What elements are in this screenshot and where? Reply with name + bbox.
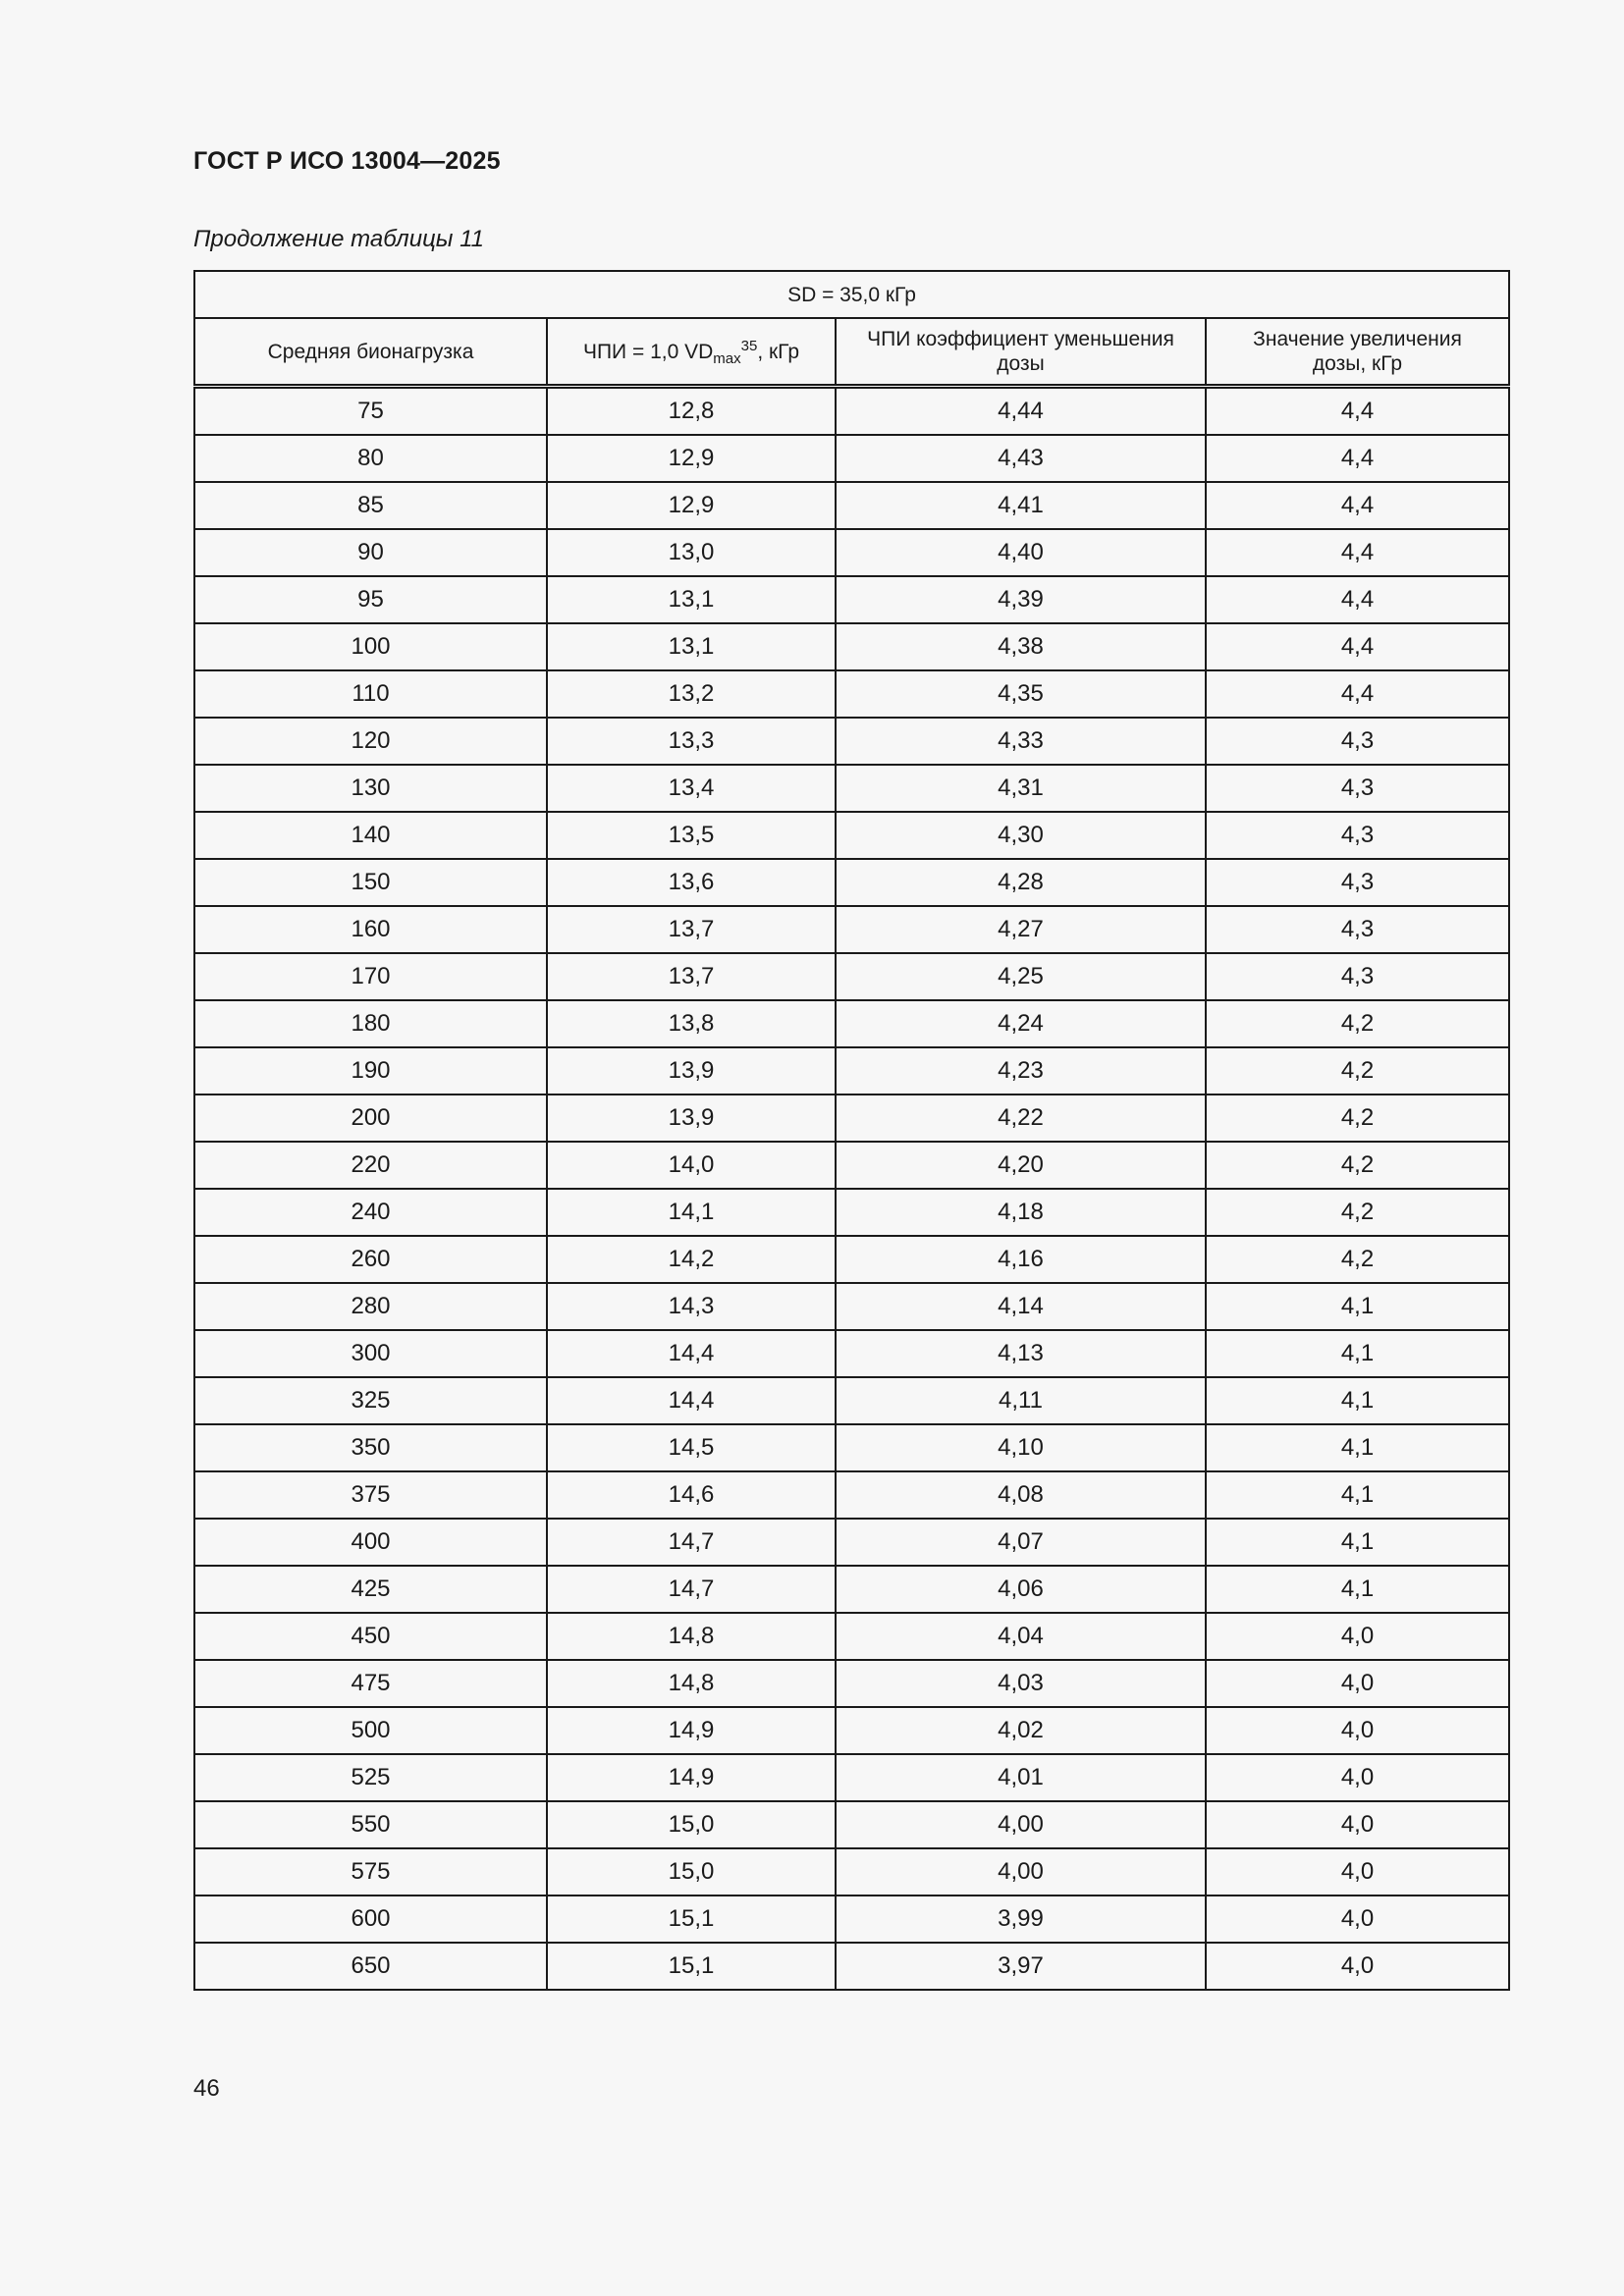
column-header-sip-dose-sub: max — [713, 349, 741, 367]
dose-increment-cell: 4,2 — [1206, 1047, 1509, 1095]
bioburden-cell: 100 — [194, 623, 547, 670]
column-header-sip-dose-prefix: ЧПИ = 1,0 VD — [582, 340, 714, 363]
dose-increment-cell: 4,4 — [1206, 482, 1509, 529]
column-header-reduction-factor — [836, 318, 1206, 387]
bioburden-cell: 475 — [194, 1660, 547, 1707]
column-header-sip-dose-sup: 35 — [740, 337, 758, 354]
column-header-dose-increment — [1206, 318, 1509, 387]
table-row — [194, 1142, 1509, 1189]
reduction-factor-cell: 4,00 — [836, 1801, 1206, 1848]
bioburden-cell: 170 — [194, 953, 547, 1000]
table-row — [194, 812, 1509, 859]
sip-dose-cell: 15,1 — [547, 1896, 836, 1943]
bioburden-cell: 110 — [194, 670, 547, 718]
table-row — [194, 387, 1509, 436]
dose-increment-cell: 4,1 — [1206, 1283, 1509, 1330]
bioburden-cell: 150 — [194, 859, 547, 906]
table-row — [194, 1660, 1509, 1707]
page-number: 46 — [193, 2075, 220, 2102]
dose-increment-cell: 4,2 — [1206, 1000, 1509, 1047]
table-row — [194, 1047, 1509, 1095]
column-header-dose-increment-line2: дозы, кГр — [1312, 352, 1403, 375]
sip-dose-cell: 13,4 — [547, 765, 836, 812]
dose-increment-cell: 4,2 — [1206, 1236, 1509, 1283]
dose-increment-cell: 4,0 — [1206, 1801, 1509, 1848]
table-row — [194, 953, 1509, 1000]
table-row — [194, 1471, 1509, 1519]
dose-increment-cell: 4,0 — [1206, 1613, 1509, 1660]
table-row — [194, 1095, 1509, 1142]
sip-dose-cell: 13,1 — [547, 623, 836, 670]
data-table — [193, 270, 1510, 1991]
table-row — [194, 1707, 1509, 1754]
column-header-bioburden: Средняя бионагрузка — [194, 318, 547, 387]
reduction-factor-cell: 4,33 — [836, 718, 1206, 765]
table-row — [194, 1801, 1509, 1848]
sip-dose-cell: 15,0 — [547, 1848, 836, 1896]
column-header-reduction-factor-line2: дозы — [997, 352, 1045, 375]
sip-dose-cell: 14,9 — [547, 1754, 836, 1801]
table-row — [194, 765, 1509, 812]
sip-dose-cell: 14,2 — [547, 1236, 836, 1283]
dose-increment-cell: 4,1 — [1206, 1330, 1509, 1377]
sip-dose-cell: 14,5 — [547, 1424, 836, 1471]
dose-increment-cell: 4,1 — [1206, 1471, 1509, 1519]
bioburden-cell: 80 — [194, 435, 547, 482]
column-header-row — [194, 318, 1509, 387]
reduction-factor-cell: 4,39 — [836, 576, 1206, 623]
bioburden-cell: 425 — [194, 1566, 547, 1613]
table-caption: Продолжение таблицы 11 — [193, 226, 485, 252]
table-row — [194, 1519, 1509, 1566]
dose-increment-cell: 4,4 — [1206, 623, 1509, 670]
reduction-factor-cell: 4,10 — [836, 1424, 1206, 1471]
sip-dose-cell: 14,7 — [547, 1566, 836, 1613]
reduction-factor-cell: 4,30 — [836, 812, 1206, 859]
dose-increment-cell: 4,0 — [1206, 1943, 1509, 1990]
bioburden-cell: 85 — [194, 482, 547, 529]
reduction-factor-cell: 4,22 — [836, 1095, 1206, 1142]
dose-increment-cell: 4,4 — [1206, 387, 1509, 436]
sd-header-row — [194, 271, 1509, 318]
bioburden-cell: 575 — [194, 1848, 547, 1896]
bioburden-cell: 450 — [194, 1613, 547, 1660]
table-row — [194, 482, 1509, 529]
dose-increment-cell: 4,3 — [1206, 953, 1509, 1000]
bioburden-cell: 550 — [194, 1801, 547, 1848]
reduction-factor-cell: 4,11 — [836, 1377, 1206, 1424]
table-row — [194, 1754, 1509, 1801]
reduction-factor-cell: 4,41 — [836, 482, 1206, 529]
dose-increment-cell: 4,1 — [1206, 1377, 1509, 1424]
bioburden-cell: 260 — [194, 1236, 547, 1283]
bioburden-cell: 325 — [194, 1377, 547, 1424]
table-row — [194, 1896, 1509, 1943]
dose-increment-cell: 4,0 — [1206, 1660, 1509, 1707]
dose-increment-cell: 4,3 — [1206, 718, 1509, 765]
reduction-factor-cell: 4,25 — [836, 953, 1206, 1000]
table-row — [194, 1424, 1509, 1471]
table-row — [194, 1848, 1509, 1896]
table-row — [194, 718, 1509, 765]
bioburden-cell: 75 — [194, 387, 547, 436]
reduction-factor-cell: 4,13 — [836, 1330, 1206, 1377]
dose-increment-cell: 4,4 — [1206, 435, 1509, 482]
reduction-factor-cell: 4,28 — [836, 859, 1206, 906]
reduction-factor-cell: 4,08 — [836, 1471, 1206, 1519]
dose-increment-cell: 4,4 — [1206, 576, 1509, 623]
dose-increment-cell: 4,2 — [1206, 1189, 1509, 1236]
dose-increment-cell: 4,0 — [1206, 1896, 1509, 1943]
reduction-factor-cell: 4,24 — [836, 1000, 1206, 1047]
sip-dose-cell: 13,5 — [547, 812, 836, 859]
table-row — [194, 1613, 1509, 1660]
sip-dose-cell: 12,9 — [547, 482, 836, 529]
sd-label: SD = 35,0 кГр — [194, 271, 1509, 318]
reduction-factor-cell: 4,38 — [836, 623, 1206, 670]
table-row — [194, 576, 1509, 623]
dose-increment-cell: 4,4 — [1206, 529, 1509, 576]
table-row — [194, 1377, 1509, 1424]
reduction-factor-cell: 4,18 — [836, 1189, 1206, 1236]
reduction-factor-cell: 4,27 — [836, 906, 1206, 953]
bioburden-cell: 190 — [194, 1047, 547, 1095]
table-row — [194, 1943, 1509, 1990]
table-row — [194, 670, 1509, 718]
reduction-factor-cell: 4,31 — [836, 765, 1206, 812]
table-row — [194, 906, 1509, 953]
sip-dose-cell: 13,1 — [547, 576, 836, 623]
bioburden-cell: 525 — [194, 1754, 547, 1801]
bioburden-cell: 500 — [194, 1707, 547, 1754]
reduction-factor-cell: 4,20 — [836, 1142, 1206, 1189]
column-header-dose-increment-line1: Значение увеличения — [1253, 328, 1462, 350]
dose-increment-cell: 4,0 — [1206, 1848, 1509, 1896]
bioburden-cell: 130 — [194, 765, 547, 812]
sip-dose-cell: 13,2 — [547, 670, 836, 718]
bioburden-cell: 240 — [194, 1189, 547, 1236]
dose-increment-cell: 4,3 — [1206, 906, 1509, 953]
sip-dose-cell: 14,1 — [547, 1189, 836, 1236]
bioburden-cell: 280 — [194, 1283, 547, 1330]
bioburden-cell: 95 — [194, 576, 547, 623]
column-header-sip-dose — [547, 318, 836, 387]
sip-dose-cell: 14,7 — [547, 1519, 836, 1566]
table-row — [194, 1283, 1509, 1330]
sip-dose-cell: 12,9 — [547, 435, 836, 482]
sip-dose-cell: 14,3 — [547, 1283, 836, 1330]
sip-dose-cell: 13,6 — [547, 859, 836, 906]
dose-increment-cell: 4,2 — [1206, 1095, 1509, 1142]
table-row — [194, 1000, 1509, 1047]
bioburden-cell: 160 — [194, 906, 547, 953]
bioburden-cell: 350 — [194, 1424, 547, 1471]
dose-increment-cell: 4,3 — [1206, 765, 1509, 812]
bioburden-cell: 90 — [194, 529, 547, 576]
dose-increment-cell: 4,3 — [1206, 812, 1509, 859]
reduction-factor-cell: 4,40 — [836, 529, 1206, 576]
reduction-factor-cell: 4,04 — [836, 1613, 1206, 1660]
dose-increment-cell: 4,1 — [1206, 1566, 1509, 1613]
sip-dose-cell: 13,9 — [547, 1095, 836, 1142]
sip-dose-cell: 14,8 — [547, 1660, 836, 1707]
reduction-factor-cell: 4,16 — [836, 1236, 1206, 1283]
reduction-factor-cell: 4,35 — [836, 670, 1206, 718]
sip-dose-cell: 13,8 — [547, 1000, 836, 1047]
reduction-factor-cell: 4,01 — [836, 1754, 1206, 1801]
sip-dose-cell: 13,7 — [547, 953, 836, 1000]
bioburden-cell: 180 — [194, 1000, 547, 1047]
reduction-factor-cell: 4,23 — [836, 1047, 1206, 1095]
bioburden-cell: 375 — [194, 1471, 547, 1519]
reduction-factor-cell: 4,14 — [836, 1283, 1206, 1330]
sip-dose-cell: 14,0 — [547, 1142, 836, 1189]
sip-dose-cell: 13,0 — [547, 529, 836, 576]
bioburden-cell: 400 — [194, 1519, 547, 1566]
sip-dose-cell: 13,3 — [547, 718, 836, 765]
sip-dose-cell: 14,8 — [547, 1613, 836, 1660]
sip-dose-cell: 14,4 — [547, 1330, 836, 1377]
sip-dose-cell: 13,9 — [547, 1047, 836, 1095]
reduction-factor-cell: 4,03 — [836, 1660, 1206, 1707]
sip-dose-cell: 12,8 — [547, 387, 836, 436]
table-row — [194, 435, 1509, 482]
bioburden-cell: 600 — [194, 1896, 547, 1943]
bioburden-cell: 650 — [194, 1943, 547, 1990]
table-row — [194, 1566, 1509, 1613]
sip-dose-cell: 15,0 — [547, 1801, 836, 1848]
dose-increment-cell: 4,0 — [1206, 1707, 1509, 1754]
dose-increment-cell: 4,4 — [1206, 670, 1509, 718]
dose-increment-cell: 4,2 — [1206, 1142, 1509, 1189]
column-header-sip-dose-suffix: , кГр — [757, 340, 800, 363]
column-header-reduction-factor-line1: ЧПИ коэффициент уменьшения — [867, 328, 1174, 350]
reduction-factor-cell: 4,00 — [836, 1848, 1206, 1896]
reduction-factor-cell: 4,02 — [836, 1707, 1206, 1754]
table-row — [194, 1330, 1509, 1377]
reduction-factor-cell: 4,44 — [836, 387, 1206, 436]
bioburden-cell: 120 — [194, 718, 547, 765]
table-body — [194, 387, 1509, 1991]
sip-dose-cell: 14,4 — [547, 1377, 836, 1424]
sip-dose-cell: 15,1 — [547, 1943, 836, 1990]
bioburden-cell: 220 — [194, 1142, 547, 1189]
document-header: ГОСТ Р ИСО 13004—2025 — [193, 147, 501, 175]
sip-dose-cell: 13,7 — [547, 906, 836, 953]
reduction-factor-cell: 4,07 — [836, 1519, 1206, 1566]
dose-increment-cell: 4,1 — [1206, 1519, 1509, 1566]
dose-increment-cell: 4,1 — [1206, 1424, 1509, 1471]
dose-increment-cell: 4,3 — [1206, 859, 1509, 906]
reduction-factor-cell: 4,06 — [836, 1566, 1206, 1613]
sip-dose-cell: 14,9 — [547, 1707, 836, 1754]
sip-dose-cell: 14,6 — [547, 1471, 836, 1519]
reduction-factor-cell: 3,97 — [836, 1943, 1206, 1990]
bioburden-cell: 300 — [194, 1330, 547, 1377]
dose-increment-cell: 4,0 — [1206, 1754, 1509, 1801]
bioburden-cell: 200 — [194, 1095, 547, 1142]
reduction-factor-cell: 3,99 — [836, 1896, 1206, 1943]
table-row — [194, 859, 1509, 906]
table-row — [194, 1189, 1509, 1236]
bioburden-cell: 140 — [194, 812, 547, 859]
reduction-factor-cell: 4,43 — [836, 435, 1206, 482]
table-row — [194, 1236, 1509, 1283]
table-row — [194, 529, 1509, 576]
table-row — [194, 623, 1509, 670]
